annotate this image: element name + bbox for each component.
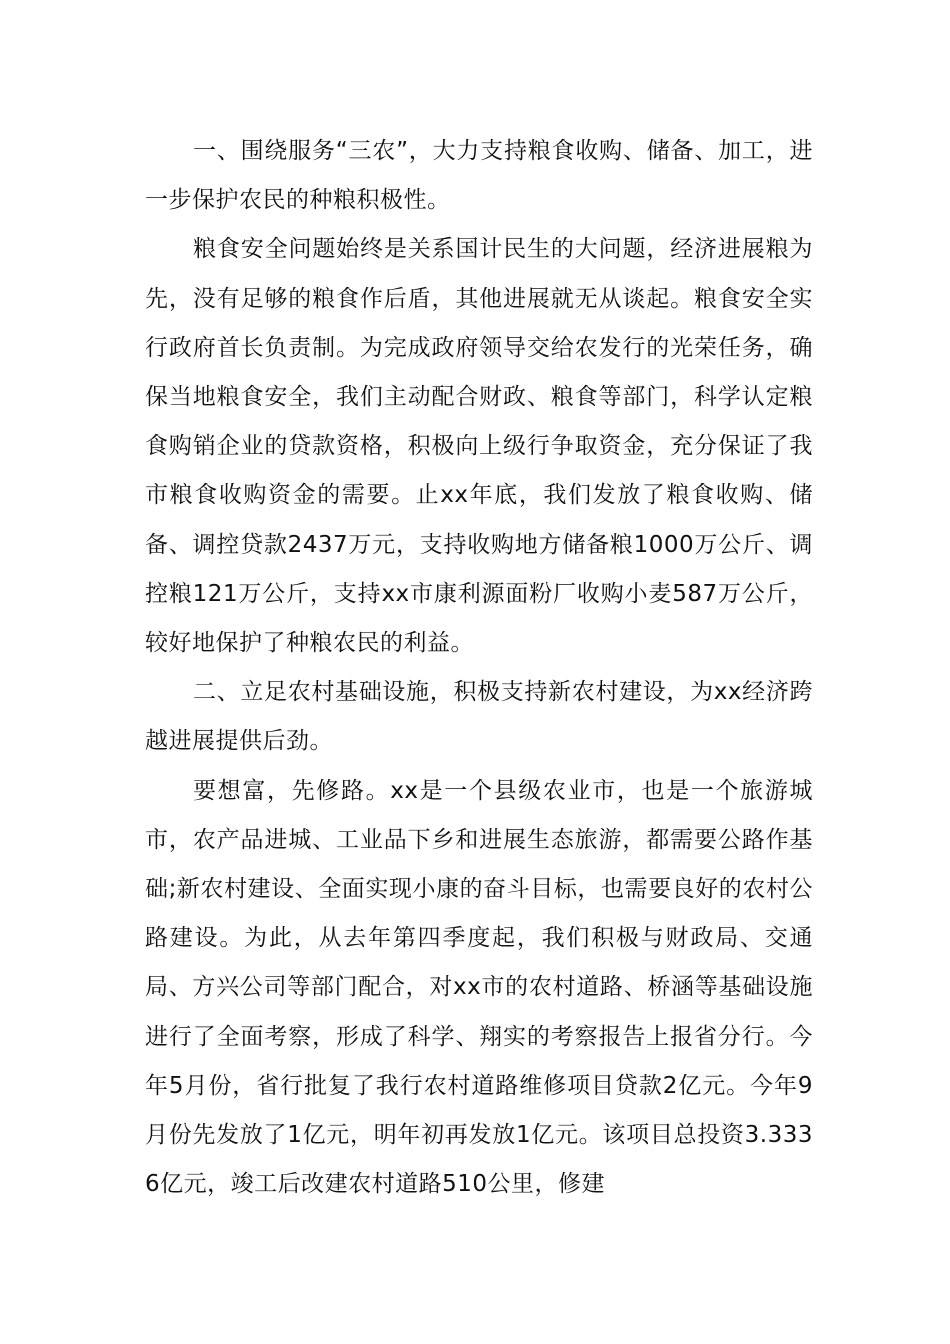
section-heading-two: 二、立足农村基础设施，积极支持新农村建设，为xx经济跨越进展提供后劲。	[145, 679, 813, 755]
section-heading-one: 一、围绕服务“三农”，大力支持粮食收购、储备、加工，进一步保护农民的种粮积极性。	[145, 138, 813, 214]
body-paragraph-grain-security: 粮食安全问题始终是关系国计民生的大问题，经济进展粮为先，没有足够的粮食作后盾，其他进展就无从谈起。粮食安全实行政府首长负责制。为完成政府领导交给农发行的光荣任务，确保当地粮食安全，我们主动配合财政、粮食等部门，科学认定粮食购销企业的贷款资格，积极向上级行争取资金，充分保证了我市粮食收购资金的需要。止xx年底，我们发放了粮食收购、储备、调控贷款2437万元，支持收购地方储备粮1000万公斤、调控粮121万公斤，支持xx市康利源面粉厂收购小麦587万公斤，较好地保护了种粮农民的利益。	[145, 236, 813, 657]
document-body	[145, 127, 813, 1209]
body-paragraph-rural-roads: 要想富，先修路。xx是一个县级农业市，也是一个旅游城市，农产品进城、工业品下乡和进展生态旅游，都需要公路作基础;新农村建设、全面实现小康的奋斗目标，也需要良好的农村公路建设。为此，从去年第四季度起，我们积极与财政局、交通局、方兴公司等部门配合，对xx市的农村道路、桥涵等基础设施进行了全面考察，形成了科学、翔实的考察报告上报省分行。今年5月份，省行批复了我行农村道路维修项目贷款2亿元。今年9月份先发放了1亿元，明年初再发放1亿元。该项目总投资3.3336亿元，竣工后改建农村道路510公里，修建	[145, 777, 813, 1198]
